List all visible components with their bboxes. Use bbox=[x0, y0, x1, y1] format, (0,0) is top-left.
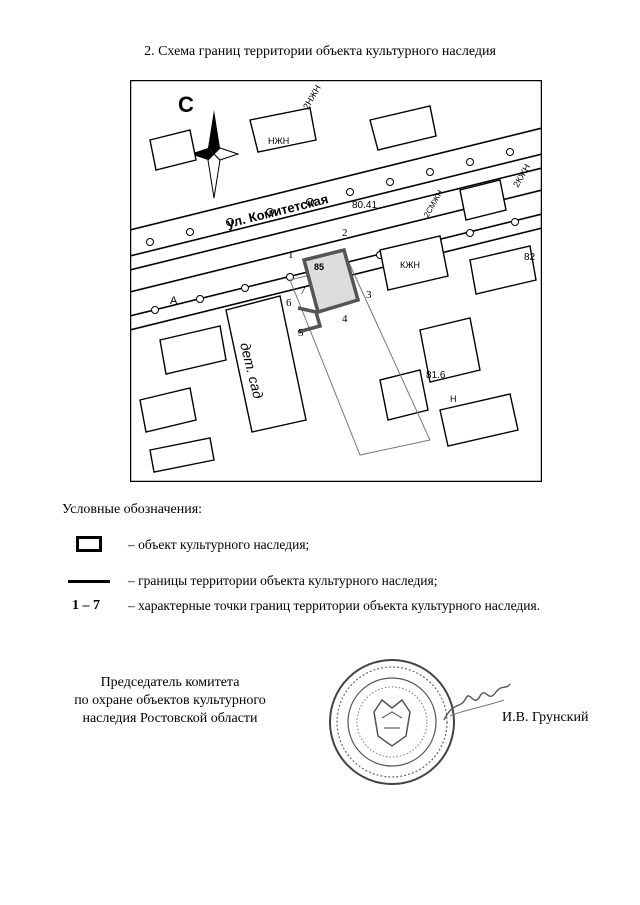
svg-text:6: 6 bbox=[286, 297, 292, 309]
svg-text:4: 4 bbox=[342, 313, 348, 325]
svg-text:3: 3 bbox=[366, 289, 372, 301]
svg-text:5: 5 bbox=[298, 327, 304, 339]
north-letter: С bbox=[178, 92, 194, 117]
building-label-1: 2НЖН bbox=[301, 83, 323, 111]
elevation-3: 82 bbox=[524, 252, 536, 263]
points-symbol: 1 – 7 bbox=[72, 598, 100, 613]
building-label-6: Н bbox=[450, 394, 457, 404]
building-number: 85 bbox=[314, 262, 325, 272]
map-svg bbox=[130, 80, 542, 482]
line-icon bbox=[68, 580, 110, 583]
legend-points-text: – характерные точки границ территории объекта культурного наследия. bbox=[128, 598, 541, 613]
elevation-1: 80.41 bbox=[352, 200, 378, 211]
building-label-4: НЖН bbox=[268, 136, 290, 146]
legend-title: Условные обозначения: bbox=[62, 502, 203, 517]
signer-position bbox=[50, 674, 290, 728]
building-label-2: 2СМЖН bbox=[421, 188, 445, 219]
kindergarten-label: дет. сад bbox=[237, 340, 267, 401]
signer-line-2: по охране объектов культурного bbox=[74, 693, 266, 708]
building-label-5: КЖН bbox=[400, 260, 421, 270]
official-seal bbox=[326, 656, 458, 788]
signer-line-3: наследия Ростовской области bbox=[82, 711, 258, 726]
box-icon bbox=[76, 536, 102, 552]
svg-text:2: 2 bbox=[342, 227, 348, 239]
signer-name: И.В. Грунский bbox=[502, 710, 589, 725]
elevation-2: 81.6 bbox=[426, 370, 446, 381]
signer-line-1: Председатель комитета bbox=[100, 675, 240, 690]
street-label: ул. Комитетская bbox=[225, 191, 330, 231]
legend-border-text: – границы территории объекта культурного наследия; bbox=[128, 573, 438, 588]
svg-text:1: 1 bbox=[288, 249, 294, 261]
document-title: 2. Схема границ территории объекта культурного наследия bbox=[144, 44, 496, 59]
building-label-3: 2КЖН bbox=[511, 162, 533, 189]
section-marker: А bbox=[170, 295, 178, 307]
boundary-map bbox=[130, 80, 542, 482]
legend-object-text: – объект культурного наследия; bbox=[128, 537, 310, 552]
svg-text:7: 7 bbox=[300, 285, 306, 297]
